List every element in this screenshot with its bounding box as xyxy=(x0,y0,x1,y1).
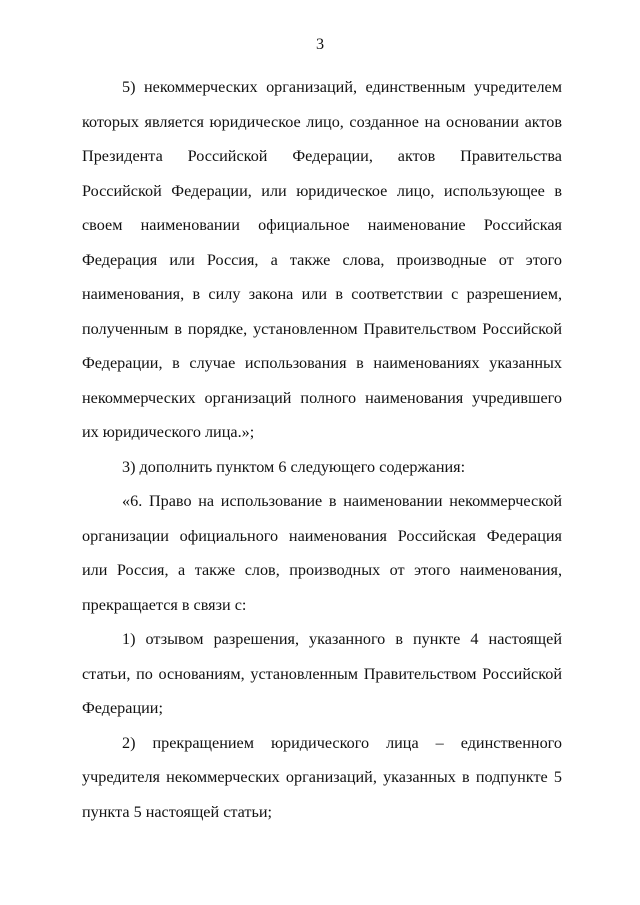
paragraph-subitem-2: 2) прекращением юридического лица – единственного учредителя некоммерческих организаций, указанных в подпункте 5 пункта 5 настоящей статьи; xyxy=(82,733,562,821)
paragraph-amendment-3: 3) дополнить пунктом 6 следующего содержания: xyxy=(122,457,466,476)
body-text xyxy=(82,70,562,829)
paragraph-subitem-1: 1) отзывом разрешения, указанного в пункте 4 настоящей статьи, по основаниям, установленным Правительством Российской Федерации; xyxy=(82,630,562,717)
paragraph-subitem-5: 5) некоммерческих организаций, единственным учредителем которых является юридическое лицо, созданное на основании актов Президента Российской Федерации, актов Правительства Российской Федерации, или юридическое лицо, использующее в своем наименовании официальное наименование Российская Федерация или Россия, а также слова, производные от этого наименования, в силу закона или в соответствии с разрешением, полученным в порядке, установленном Правительством Российской Федерации, в случае использования в наименованиях указанных некоммерческих организаций полного наименования учредившего их юридического лица.»; xyxy=(82,78,562,441)
paragraph-clause-6: «6. Право на использование в наименовании некоммерческой организации официального наименования Российская Федерация или Россия, а также слов, производных от этого наименования, прекращается в связи с: xyxy=(82,492,562,614)
page-number: 3 xyxy=(315,35,325,53)
